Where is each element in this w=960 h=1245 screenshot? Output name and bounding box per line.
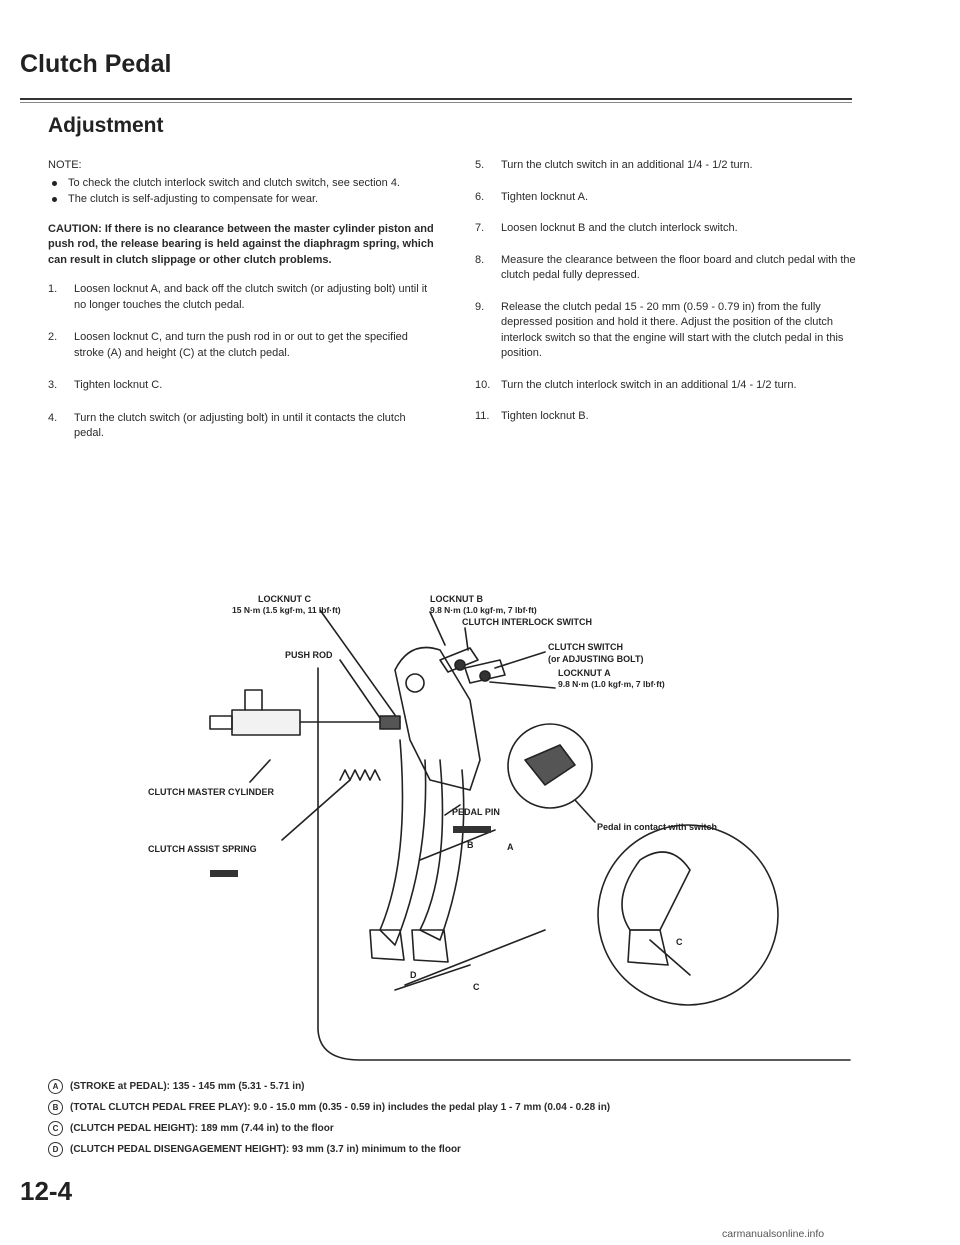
note-item: The clutch is self-adjusting to compensate for wear. xyxy=(48,192,436,208)
step-number: 5. xyxy=(475,159,485,171)
master-cylinder-body xyxy=(232,710,300,735)
legend-text: (CLUTCH PEDAL HEIGHT): 189 mm (7.44 in) to the floor xyxy=(70,1123,334,1134)
stroke-arrow xyxy=(420,830,495,860)
legend-text: (TOTAL CLUTCH PEDAL FREE PLAY): 9.0 - 15.0 mm (0.35 - 0.59 in) includes the pedal play 1 - 7 mm (0.04 - 0.28 in) xyxy=(70,1102,611,1113)
assist-spring-coil xyxy=(340,770,380,780)
legend-row xyxy=(48,1097,908,1118)
note-item: To check the clutch interlock switch and clutch switch, see section 4. xyxy=(48,176,436,192)
interlock-leader xyxy=(465,628,468,650)
push-rod-leader xyxy=(340,660,380,718)
locknut-b-leader xyxy=(430,612,445,645)
detail-switch-shape xyxy=(525,745,575,785)
step-text: Loosen locknut A, and back off the clutch switch (or adjusting bolt) until it no longer touches the clutch pedal. xyxy=(74,283,428,311)
assist-spring-label: CLUTCH ASSIST SPRING xyxy=(148,844,257,854)
master-cylinder-end xyxy=(210,716,232,729)
detail-pedal-arm xyxy=(622,852,690,930)
clutch-switch-label: CLUTCH SWITCH xyxy=(548,642,623,652)
mark-c-diagram: C xyxy=(473,982,480,992)
pedal-contact-leader xyxy=(575,800,595,822)
mark-d-diagram: D xyxy=(410,970,417,980)
step-number: 3. xyxy=(48,379,58,391)
pedal-contact-label: Pedal in contact with switch xyxy=(597,822,718,832)
step-text: Turn the clutch switch in an additional 1/4 - 1/2 turn. xyxy=(501,159,753,171)
step-number: 1. xyxy=(48,283,58,295)
step-text: Turn the clutch interlock switch in an additional 1/4 - 1/2 turn. xyxy=(501,378,797,391)
step-number: 7. xyxy=(475,222,485,234)
detail-arrow xyxy=(650,940,690,975)
mark-b-diagram: B xyxy=(467,840,474,850)
locknut-a-torque: 9.8 N·m (1.0 kgf·m, 7 lbf·ft) xyxy=(558,679,665,689)
clutch-pedal-arm xyxy=(380,740,426,945)
bracket-hole xyxy=(406,674,424,692)
master-cylinder-leader xyxy=(250,760,270,782)
step-number: 6. xyxy=(475,190,485,203)
clutch-switch-leader xyxy=(495,652,545,668)
pedal-bracket xyxy=(395,648,480,791)
mark-a-diagram: A xyxy=(507,842,514,852)
section-title: Clutch Pedal xyxy=(20,50,172,78)
step-number: 9. xyxy=(475,300,485,313)
clutch-switch-sub-label: (or ADJUSTING BOLT) xyxy=(548,654,644,664)
caution-text: CAUTION: If there is no clearance between the master cylinder piston and push rod, the release bearing is held against the diaphragm spring, which can result in clutch slippage or other clutch problems. xyxy=(48,222,434,266)
legend-mark: D xyxy=(48,1142,63,1157)
locknut-a-leader xyxy=(490,682,555,688)
legend-mark: B xyxy=(48,1100,63,1115)
master-cylinder-flange xyxy=(245,690,262,710)
step-number: 2. xyxy=(48,331,58,343)
legend-text: (CLUTCH PEDAL DISENGAGEMENT HEIGHT): 93 mm (3.7 in) minimum to the floor xyxy=(70,1144,461,1155)
pin-grease-symbol xyxy=(453,826,491,833)
step-text: Tighten locknut C. xyxy=(74,379,163,391)
detail-pedal-pad xyxy=(628,930,668,965)
locknut-c-leader xyxy=(320,610,395,715)
locknut-b-shape xyxy=(455,660,465,670)
legend-row xyxy=(48,1139,908,1160)
step-text: Turn the clutch switch (or adjusting bolt) in until it contacts the clutch pedal. xyxy=(74,411,406,439)
pedal-pin-label: PEDAL PIN xyxy=(452,807,500,817)
step-text: Loosen locknut C, and turn the push rod in or out to get the specified stroke (A) and height (C) at the clutch pedal. xyxy=(74,331,408,359)
step-text: Release the clutch pedal 15 - 20 mm (0.59 - 0.79 in) from the fully depressed position and hold it there. Adjust the position of the clutch interlock switch so that the engine will start with the clutch pedal in this position. xyxy=(501,300,844,359)
push-rod-label: PUSH ROD xyxy=(285,650,333,660)
master-cylinder-label: CLUTCH MASTER CYLINDER xyxy=(148,787,274,797)
detail-circle-pedal xyxy=(598,825,778,1005)
height-dimension-line xyxy=(405,930,545,985)
step-text: Measure the clearance between the floor board and clutch pedal with the clutch pedal fully depressed. xyxy=(501,253,856,281)
step-text: Tighten locknut B. xyxy=(501,410,589,422)
legend-row xyxy=(48,1118,908,1139)
step-number: 4. xyxy=(48,411,58,424)
disengage-dimension-line xyxy=(395,965,470,990)
interlock-switch-label: CLUTCH INTERLOCK SWITCH xyxy=(462,617,592,627)
step-number: 11. xyxy=(475,410,490,422)
locknut-c-torque: 15 N·m (1.5 kgf·m, 11 lbf·ft) xyxy=(232,605,341,615)
locknut-c-label: LOCKNUT C xyxy=(258,594,311,604)
locknut-b-label: LOCKNUT B xyxy=(430,594,483,604)
legend-mark: C xyxy=(48,1121,63,1136)
step-text: Loosen locknut B and the clutch interlock switch. xyxy=(501,222,738,234)
step-number: 10. xyxy=(475,378,491,391)
spring-grease-symbol xyxy=(210,870,238,877)
push-rod-clevis xyxy=(380,716,400,729)
legend-mark: A xyxy=(48,1079,63,1094)
locknut-a-shape xyxy=(480,671,490,681)
locknut-a-label: LOCKNUT A xyxy=(558,668,611,678)
page-number: 12-4 xyxy=(20,1176,73,1206)
watermark-text: carmanualsonline.info xyxy=(722,1228,825,1240)
mark-c-detail: C xyxy=(676,937,683,947)
locknut-b-torque: 9.8 N·m (1.0 kgf·m, 7 lbf·ft) xyxy=(430,605,537,615)
legend-row xyxy=(48,1076,908,1097)
step-text: Tighten locknut A. xyxy=(501,190,589,203)
step-number: 8. xyxy=(475,253,485,266)
note-label: NOTE: xyxy=(48,159,82,171)
subsection-title: Adjustment xyxy=(48,114,164,137)
assist-spring-leader xyxy=(282,780,350,840)
legend-text: (STROKE at PEDAL): 135 - 145 mm (5.31 - 5.71 in) xyxy=(70,1081,305,1092)
spec-legend xyxy=(48,1076,908,1160)
